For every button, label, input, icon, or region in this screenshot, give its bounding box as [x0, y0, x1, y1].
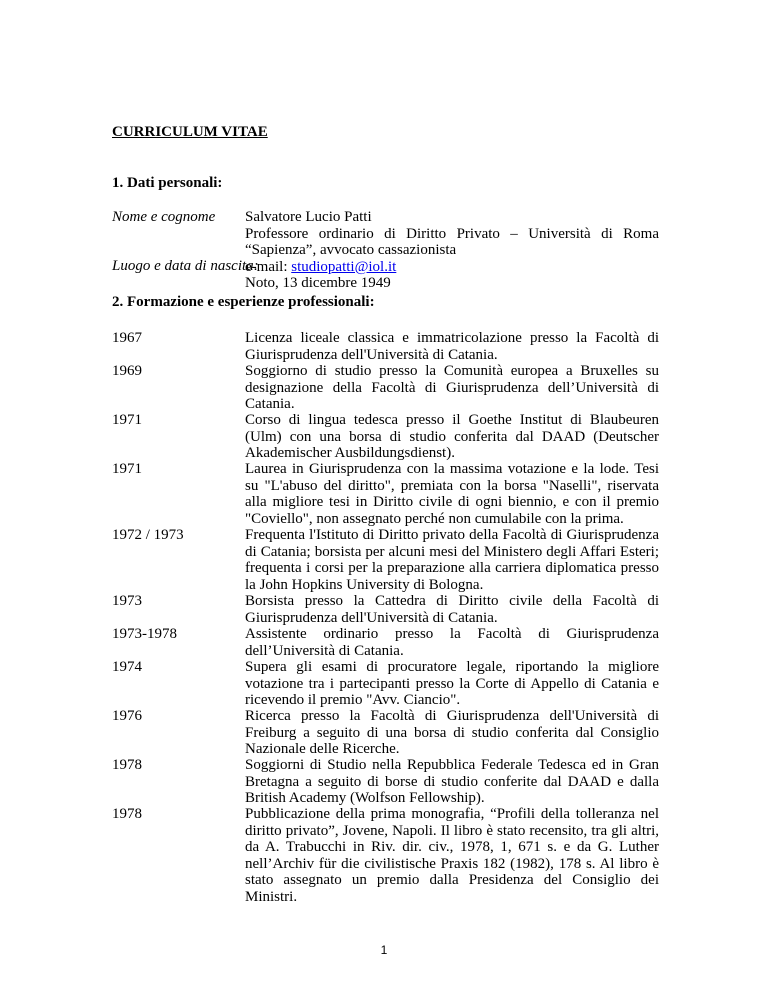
entry-year: 1976 [112, 708, 142, 724]
document-title: CURRICULUM VITAE [112, 124, 268, 140]
email-line [245, 259, 659, 276]
personal-info-block [245, 209, 659, 292]
entry-year: 1973 [112, 593, 142, 609]
entry-year: 1972 / 1973 [112, 527, 184, 543]
role-line-2: “Sapienza”, avvocato cassazionista [245, 242, 457, 258]
entry-text: Frequenta l'Istituto di Diritto privato della Facoltà di Giurisprudenza di Catania; borsista per alcuni mesi del Ministero degli Affari Esteri; frequenta i corsi per la preparazione alla carriera diplomatica presso la John Hopkins University di Bologna. [245, 527, 659, 593]
entry-year: 1971 [112, 412, 142, 428]
entry-year: 1978 [112, 757, 142, 773]
email-link[interactable]: studiopatti@iol.it [291, 258, 397, 275]
entry-text: Laurea in Giurisprudenza con la massima votazione e la lode. Tesi su "L'abuso del diritto", premiata con la borsa "Naselli", riservata alla migliore tesi in Diritto civile di ogni biennio, e con il premio "Coviello", non assegnato perché non cumulabile con la prima. [245, 461, 659, 527]
name-label: Nome e cognome [112, 209, 216, 225]
section-heading-education: 2. Formazione e esperienze professionali: [112, 294, 375, 310]
birth-value: Noto, 13 dicembre 1949 [245, 275, 391, 291]
section-heading-personal: 1. Dati personali: [112, 175, 223, 191]
email-prefix: e-mail: [245, 258, 292, 275]
entry-text: Soggiorni di Studio nella Repubblica Federale Tedesca ed in Gran Bretagna a seguito di borse di studio conferite dal DAAD e dalla British Academy (Wolfson Fellowship). [245, 757, 659, 806]
page-number: 1 [380, 943, 388, 957]
entry-year: 1978 [112, 806, 142, 822]
entry-text: Ricerca presso la Facoltà di Giurisprudenza dell'Università di Freiburg a seguito di una borsa di studio conferita dal Consiglio Nazionale delle Ricerche. [245, 708, 659, 757]
entry-text: Corso di lingua tedesca presso il Goethe Institut di Blaubeuren (Ulm) con una borsa di studio conferita dal DAAD (Deutscher Akademischer Ausbildungsdienst). [245, 412, 659, 461]
entry-year: 1974 [112, 659, 142, 675]
entry-year: 1973-1978 [112, 626, 177, 642]
entry-year: 1969 [112, 363, 142, 379]
entry-year: 1967 [112, 330, 142, 346]
entry-year: 1971 [112, 461, 142, 477]
entry-text: Licenza liceale classica e immatricolazione presso la Facoltà di Giurisprudenza dell'Università di Catania. [245, 330, 659, 363]
entry-text: Pubblicazione della prima monografia, “Profili della tolleranza nel diritto privato”, Jovene, Napoli. Il libro è stato recensito, tra gli altri, da A. Trabucchi in Riv. dir. civ., 1978, 1, 671 s. e da G. Luther nell’Archiv für die civilistische Praxis 182 (1982), 178 s. Al libro è stato assegnato un premio dalla Presidenza del Consiglio dei Ministri. [245, 806, 659, 905]
entry-text: Supera gli esami di procuratore legale, riportando la migliore votazione tra i partecipanti presso la Corte di Appello di Catania e ricevendo il premio "Avv. Ciancio". [245, 659, 659, 708]
role-line-1: Professore ordinario di Diritto Privato – Università di Roma [245, 225, 659, 242]
birth-label: Luogo e data di nascita: [112, 258, 259, 274]
entry-text: Borsista presso la Cattedra di Diritto civile della Facoltà di Giurisprudenza dell'Università di Catania. [245, 593, 659, 626]
entry-text: Soggiorno di studio presso la Comunità europea a Bruxelles su designazione della Facoltà di Giurisprudenza dell’Università di Catania. [245, 363, 659, 412]
full-name: Salvatore Lucio Patti [245, 209, 372, 225]
entry-text: Assistente ordinario presso la Facoltà di Giurisprudenza dell’Università di Catania. [245, 626, 659, 659]
